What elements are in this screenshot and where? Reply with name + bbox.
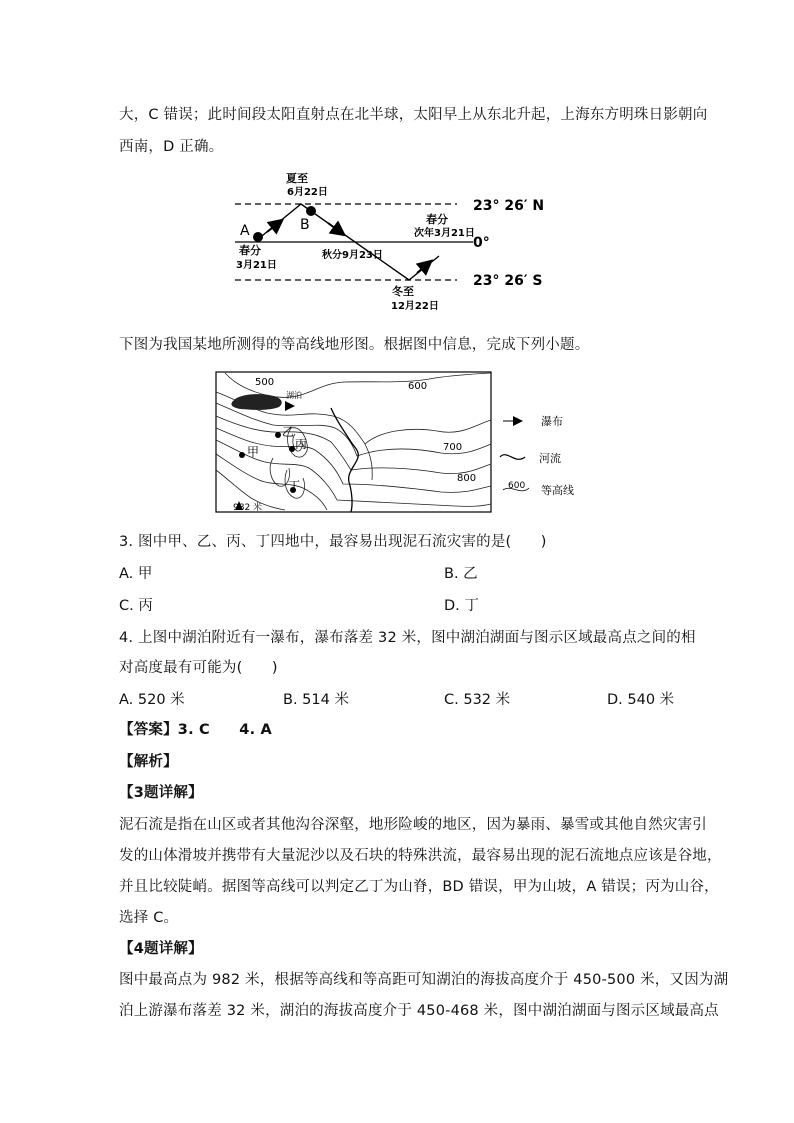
spring-start-date: 3月21日 bbox=[236, 260, 277, 271]
q3-option-c: C. 丙 bbox=[119, 598, 153, 614]
detail4-line-2: 泊上游瀑布落差 32 米，湖泊的海拔高度介于 450-468 米，图中湖泊湖面与图示区域最高点 bbox=[119, 1003, 719, 1019]
contour-label-700: 700 bbox=[443, 442, 463, 453]
q3-option-d: D. 丁 bbox=[444, 598, 479, 614]
q4-option-b: B. 514 米 bbox=[283, 692, 349, 708]
q4-option-c: C. 532 米 bbox=[444, 692, 511, 708]
q4-option-d: D. 540 米 bbox=[607, 692, 675, 708]
q3-stem: 3. 图中甲、乙、丙、丁四地中，最容易出现泥石流灾害的是( ) bbox=[119, 534, 547, 550]
detail3-line-3: 并且比较陡峭。据图等高线可以判定乙丁为山脊，BD 错误，甲为山坡，A 错误；丙为山谷， bbox=[119, 879, 719, 895]
detail4-line-1: 图中最高点为 982 米，根据等高线和等高距可知湖泊的海拔高度介于 450-500 米，又因为湖 bbox=[119, 972, 729, 988]
q4-stem-1: 4. 上图中湖泊附近有一瀑布，瀑布落差 32 米，图中湖泊湖面与图示区域最高点之间的相 bbox=[119, 630, 696, 646]
winter-solstice-label: 冬至 bbox=[392, 285, 414, 298]
lat-equator-label: 0° bbox=[473, 235, 490, 251]
site-yi-label: 乙 bbox=[282, 425, 295, 439]
intro-line-1: 大，C 错误；此时间段太阳直射点在北半球，太阳早上从东北升起，上海东方明珠日影朝向 bbox=[119, 107, 708, 123]
spring-next-label: 春分 bbox=[426, 213, 448, 226]
autumn-equinox-label: 秋分9月23日 bbox=[322, 250, 383, 261]
detail3-line-4: 选择 C。 bbox=[119, 910, 179, 926]
point-b-label: B bbox=[300, 217, 310, 233]
map-intro: 下图为我国某地所测得的等高线地形图。根据图中信息，完成下列小题。 bbox=[119, 337, 590, 353]
summer-solstice-date: 6月22日 bbox=[287, 187, 328, 198]
detail4-heading: 【4题详解】 bbox=[119, 941, 203, 957]
contour-label-600: 600 bbox=[408, 381, 428, 392]
legend-waterfall-icon bbox=[513, 416, 523, 426]
site-yi-marker bbox=[275, 432, 281, 438]
detail3-heading: 【3题详解】 bbox=[119, 785, 203, 801]
legend-river-icon bbox=[500, 455, 525, 460]
contour-label-800: 800 bbox=[457, 473, 477, 484]
site-bing-label: 丙 bbox=[295, 437, 308, 451]
winter-solstice-date: 12月22日 bbox=[391, 301, 439, 312]
contour-label-500: 500 bbox=[255, 377, 275, 388]
analysis-heading: 【解析】 bbox=[119, 754, 178, 770]
legend-waterfall-label: 瀑布 bbox=[541, 415, 563, 428]
legend-contour-value: 600 bbox=[508, 481, 526, 491]
peak-label: 982 米 bbox=[233, 503, 263, 513]
lat-south-label: 23° 26′ S bbox=[473, 273, 543, 289]
legend-river-label: 河流 bbox=[539, 452, 561, 465]
lat-north-label: 23° 26′ N bbox=[473, 198, 545, 214]
spring-start-label: 春分 bbox=[239, 244, 261, 257]
point-a-label: A bbox=[240, 223, 250, 239]
answer-line: 【答案】3. C 4. A bbox=[119, 722, 272, 738]
lake-label: 湖泊 bbox=[286, 391, 302, 400]
detail3-line-1: 泥石流是指在山区或者其他沟谷深壑，地形险峻的地区，因为暴雨、暴雪或其他自然灾害引 bbox=[119, 817, 707, 833]
site-jia-label: 甲 bbox=[247, 445, 260, 459]
q3-option-a: A. 甲 bbox=[119, 566, 153, 582]
q4-option-a: A. 520 米 bbox=[119, 692, 185, 708]
summer-solstice-label: 夏至 bbox=[286, 172, 308, 185]
spring-next-date: 次年3月21日 bbox=[414, 228, 475, 239]
point-a-marker bbox=[253, 232, 263, 242]
q4-stem-2: 对高度最有可能为( ) bbox=[119, 660, 278, 676]
point-b-marker bbox=[306, 206, 316, 216]
sun-direct-point-diagram bbox=[225, 168, 565, 318]
legend-contour-label: 等高线 bbox=[541, 484, 574, 497]
site-jia-marker bbox=[239, 452, 245, 458]
contour-map bbox=[215, 370, 595, 515]
detail3-line-2: 发的山体滑坡并携带有大量泥沙以及石块的特殊洪流，最容易出现的泥石流地点应该是谷地， bbox=[119, 848, 722, 864]
intro-line-2: 西南，D 正确。 bbox=[119, 139, 224, 155]
site-ding-label: 丁 bbox=[288, 479, 301, 493]
q3-option-b: B. 乙 bbox=[444, 566, 478, 582]
